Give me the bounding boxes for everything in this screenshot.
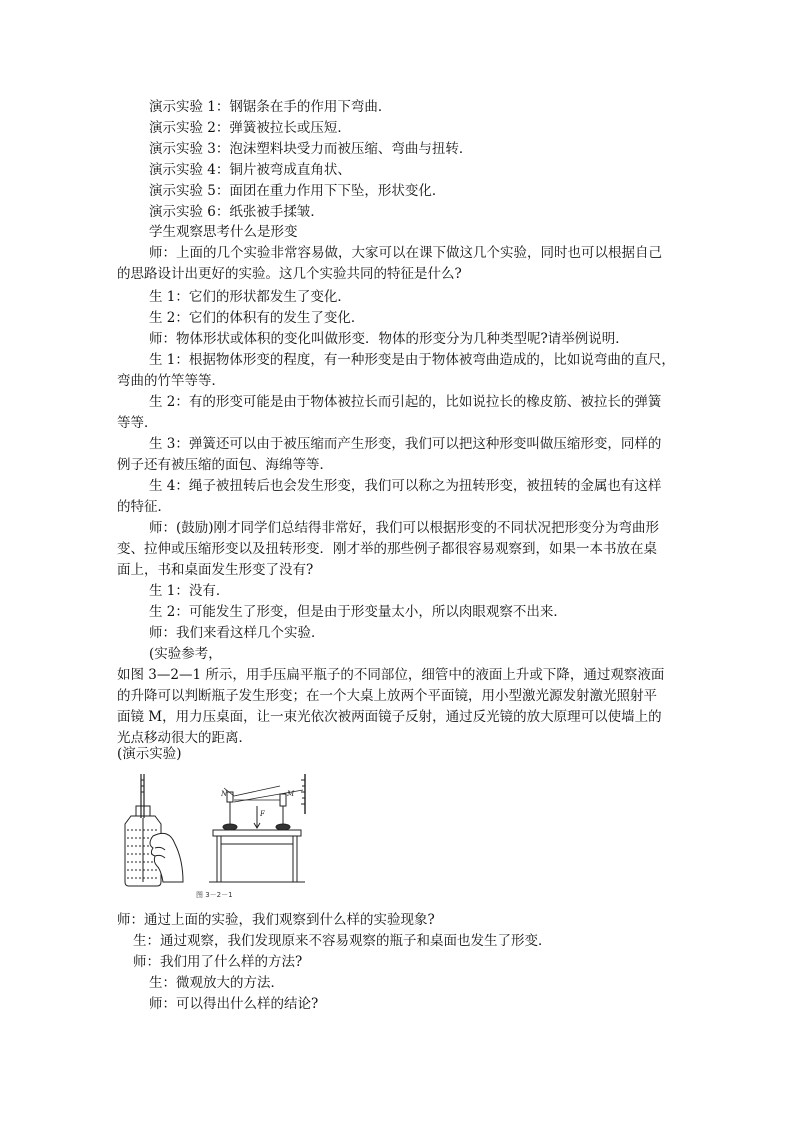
text-line: 师：上面的几个实验非常容易做，大家可以在课下做这几个实验，同时也可以根据自己 bbox=[149, 245, 662, 261]
text-line: 面镜 M，用力压桌面，让一束光依次被两面镜子反射，通过反光镜的放大原理可以使墙上的 bbox=[117, 709, 662, 725]
force-label: F bbox=[260, 810, 265, 818]
text-line: 弯曲的竹竿等等． bbox=[117, 373, 225, 389]
text-line: 生 1：没有． bbox=[149, 583, 230, 599]
text-line: 等等． bbox=[117, 415, 158, 431]
text-line: 如图 3—2—1 所示，用手压扁平瓶子的不同部位，细管中的液面上升或下降，通过观察液面 bbox=[117, 667, 665, 683]
text-line: 例子还有被压缩的面包、海绵等等． bbox=[117, 457, 333, 473]
text-line: 师：(鼓励)刚才同学们总结得非常好，我们可以根据形变的不同状况把形变分为弯曲形 bbox=[149, 520, 660, 536]
text-line: 师：通过上面的实验，我们观察到什么样的实验现象? bbox=[117, 912, 435, 928]
text-line: 生 1：它们的形状都发生了变化． bbox=[149, 289, 351, 305]
figure-caption: 图 3－2－1 bbox=[196, 891, 233, 899]
experiment-illustration bbox=[117, 770, 317, 900]
text-line: 师：我们用了什么样的方法? bbox=[133, 954, 303, 970]
text-line: 生 4：绳子被扭转后也会发生形变，我们可以称之为扭转形变，被扭转的金属也有这样 bbox=[149, 478, 662, 494]
text-line: 的特征． bbox=[117, 499, 171, 515]
text-line: 师：我们来看这样几个实验． bbox=[149, 625, 325, 641]
text-line: (实验参考， bbox=[149, 646, 222, 662]
text-line: 生：微观放大的方法． bbox=[149, 975, 284, 991]
text-line: 生 1：根据物体形变的程度，有一种形变是由于物体被弯曲造成的，比如说弯曲的直尺， bbox=[149, 352, 675, 368]
text-line: 生 2：有的形变可能是由于物体被拉长而引起的，比如说拉长的橡皮筋、被拉长的弹簧 bbox=[149, 394, 662, 410]
text-line: 演示实验 6：纸张被手揉皱． bbox=[149, 204, 324, 220]
text-line: 的升降可以判断瓶子发生形变；在一个大桌上放两个平面镜，用小型激光源发射激光照射平 bbox=[117, 688, 657, 704]
text-line: 演示实验 3：泡沫塑料块受力而被压缩、弯曲与扭转． bbox=[149, 141, 473, 157]
text-line: 演示实验 2：弹簧被拉长或压短． bbox=[149, 120, 351, 136]
text-line: 的思路设计出更好的实验。这几个实验共同的特征是什么? bbox=[117, 266, 462, 282]
text-line: 师：可以得出什么样的结论? bbox=[149, 996, 319, 1012]
text-line: 生 3：弹簧还可以由于被压缩而产生形变，我们可以把这种形变叫做压缩形变，同样的 bbox=[149, 436, 662, 452]
text-line: (演示实验) bbox=[117, 746, 182, 762]
text-line: 师：物体形状或体积的变化叫做形变．物体的形变分为几种类型呢?请举例说明． bbox=[149, 331, 629, 347]
text-line: 演示实验 4：铜片被弯成直角状、 bbox=[149, 162, 351, 178]
text-line: 生：通过观察，我们发现原来不容易观察的瓶子和桌面也发生了形变． bbox=[133, 933, 552, 949]
figure-3-2-1 bbox=[117, 770, 317, 900]
text-line: 光点移动很大的距离． bbox=[117, 730, 252, 746]
text-line: 学生观察思考什么是形变 bbox=[149, 224, 298, 240]
text-line: 生 2：可能发生了形变，但是由于形变量太小，所以肉眼观察不出来． bbox=[149, 604, 567, 620]
text-line: 面上，书和桌面发生形变了没有? bbox=[117, 562, 314, 578]
mirror-n-label: N bbox=[221, 790, 228, 798]
text-line: 生 2：它们的体积有的发生了变化． bbox=[149, 310, 365, 326]
text-line: 演示实验 5：面团在重力作用下下坠，形状变化． bbox=[149, 183, 446, 199]
text-line: 演示实验 1：钢锯条在手的作用下弯曲． bbox=[149, 99, 392, 115]
mirror-m-label: M bbox=[287, 790, 295, 798]
text-line: 变、拉伸或压缩形变以及扭转形变．刚才举的那些例子都很容易观察到，如果一本书放在桌 bbox=[117, 541, 657, 557]
